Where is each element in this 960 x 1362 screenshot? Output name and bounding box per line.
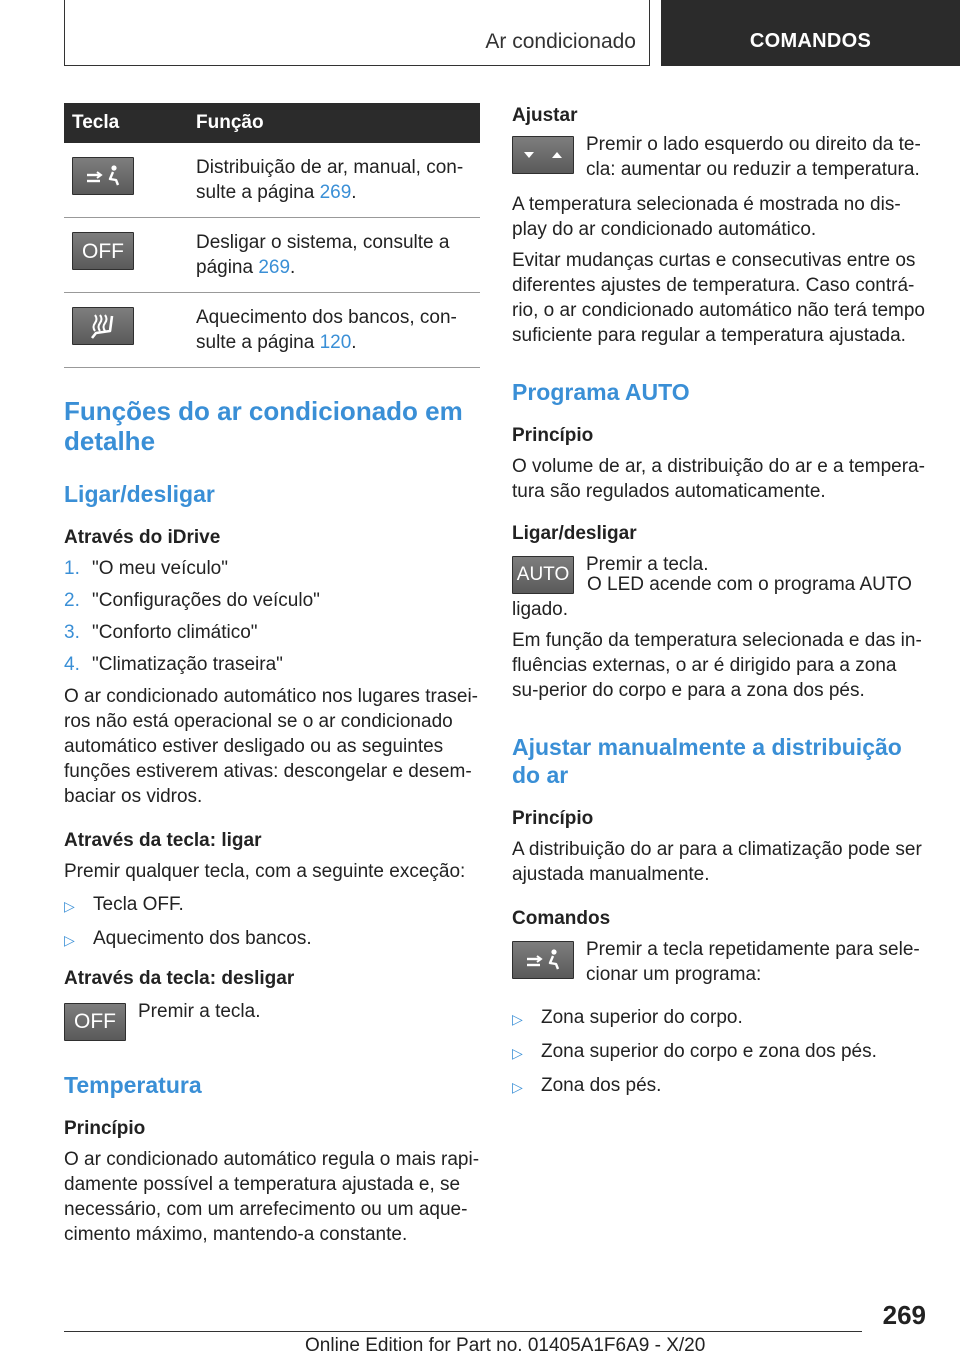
list-item: 3. "Conforto climático" (64, 622, 258, 643)
off-key: OFF (64, 1003, 126, 1041)
heading-on-off: Ligar/desligar (512, 523, 637, 544)
distribution-key-row (512, 937, 928, 987)
paragraph-rear-climate: O ar condicionado automático nos lugares trasei-ros não está operacional se o ar condicionado automático estiver desligado ou as seguintes funções estiverem ativas: descongelar e desem-baciar os vidros. (64, 686, 479, 807)
seat-heating-key (72, 307, 134, 345)
heading-via-idrive: Através do iDrive (64, 527, 221, 548)
air-distribution-key (512, 941, 574, 979)
paragraph-adjust: Premir o lado esquerdo ou direito da te-cla: aumentar ou reduzir a temperatura. (586, 134, 921, 180)
table-row: Distribuição de ar, manual, con-sulte a página 269. (64, 143, 480, 218)
paragraph-repeat: Premir a tecla repetidamente para sele-cionar um programa: (586, 939, 920, 985)
off-key: OFF (72, 232, 134, 270)
paragraph-press-key: Premir a tecla. (138, 1001, 261, 1022)
list-item: ▷ Tecla OFF. (64, 892, 480, 919)
function-text: Desligar o sistema, consulte a página (196, 232, 450, 278)
key-function-table (64, 103, 480, 368)
triangle-bullet-icon: ▷ (512, 1045, 523, 1061)
program-list (512, 1005, 928, 1100)
section-heading-functions: Funções do ar condicionado em detalhe (64, 396, 463, 456)
up-down-arrows-icon (518, 145, 568, 165)
off-key-row (64, 999, 480, 1041)
page-link[interactable]: 269 (258, 257, 291, 278)
paragraph-display: A temperatura selecionada é mostrada no dis-play do ar condicionado automático. (512, 194, 901, 240)
triangle-bullet-icon: ▷ (512, 1011, 523, 1027)
subheading-temperature: Temperatura (64, 1072, 202, 1098)
paragraph-temperature: O ar condicionado automático regula o mais rapi-damente possível a temperatura ajustada e, se necessário, com um arrefecimento ou um aque-cimento máximo, mantendo-a constante. (64, 1149, 480, 1245)
section-title: Ar condicionado (485, 30, 636, 53)
air-distribution-key (72, 157, 134, 195)
chapter-tab: COMANDOS (661, 0, 960, 66)
table-header-key: Tecla (64, 103, 188, 143)
table-row: Aquecimento dos bancos, con-sulte a página 120. (64, 293, 480, 368)
list-item: ▷ Zona superior do corpo e zona dos pés. (512, 1039, 928, 1066)
list-item: 4. "Climatização traseira" (64, 654, 283, 675)
right-column (512, 104, 928, 1107)
left-column (64, 103, 480, 1247)
heading-key-off: Através da tecla: desligar (64, 968, 295, 989)
page-link[interactable]: 120 (319, 332, 352, 353)
paragraph-key-on: Premir qualquer tecla, com a seguinte exceção: (64, 861, 466, 882)
idrive-steps (64, 556, 480, 677)
list-item: ▷ Zona superior do corpo. (512, 1005, 928, 1032)
paragraph-auto: O volume de ar, a distribuição do ar e a tempera-tura são regulados automaticamente. (512, 456, 925, 502)
air-distribution-icon (523, 947, 563, 973)
seat-heating-icon (86, 312, 120, 340)
heading-key-on: Através da tecla: ligar (64, 830, 262, 851)
temp-key-row (512, 132, 928, 182)
triangle-bullet-icon: ▷ (64, 932, 75, 948)
exception-list (64, 892, 480, 953)
paragraph-press-key: Premir a tecla. (586, 554, 709, 575)
footer-divider (64, 1331, 862, 1332)
subheading-on-off: Ligar/desligar (64, 481, 215, 507)
page-number: 269 (882, 1300, 926, 1330)
triangle-bullet-icon: ▷ (512, 1079, 523, 1095)
paragraph-led: O LED acende com o programa AUTO ligado. (512, 574, 912, 620)
auto-key: AUTO (512, 556, 574, 594)
edition-footer: Online Edition for Part no. 01405A1F6A9 - X/20 (305, 1335, 706, 1356)
page-link[interactable]: 269 (319, 182, 352, 203)
paragraph-manual: A distribuição do ar para a climatização pode ser ajustada manualmente. (512, 839, 922, 885)
heading-principle: Princípio (512, 425, 594, 446)
list-item: ▷ Aquecimento dos bancos. (64, 926, 480, 953)
temperature-rocker-key (512, 136, 574, 174)
list-item: 1. "O meu veículo" (64, 558, 228, 579)
paragraph-avoid: Evitar mudanças curtas e consecutivas entre os diferentes ajustes de temperatura. Caso contrá-rio, o ar condicionado automático não terá tempo suficiente para regular a temperatura ajustada. (512, 250, 925, 346)
triangle-bullet-icon: ▷ (64, 898, 75, 914)
heading-controls: Comandos (512, 908, 611, 929)
subheading-auto: Programa AUTO (512, 379, 690, 405)
table-header-function: Função (188, 103, 480, 143)
list-item: 2. "Configurações do veículo" (64, 590, 320, 611)
list-item: ▷ Zona dos pés. (512, 1073, 928, 1100)
heading-adjust: Ajustar (512, 105, 578, 126)
page-header (0, 0, 960, 66)
heading-principle: Princípio (64, 1118, 146, 1139)
function-text: Aquecimento dos bancos, con-sulte a página (196, 307, 457, 353)
table-row: OFF Desligar o sistema, consulte a página 269. (64, 218, 480, 293)
function-text: Distribuição de ar, manual, con-sulte a página (196, 157, 464, 203)
subheading-manual-distribution: Ajustar manualmente a distribuição do ar (512, 734, 902, 788)
air-distribution-icon (83, 163, 123, 189)
paragraph-depend: Em função da temperatura selecionada e das in-fluências externas, o ar é dirigido para a zona su-perior do corpo e para a zona dos pés. (512, 630, 922, 701)
heading-principle: Princípio (512, 808, 594, 829)
